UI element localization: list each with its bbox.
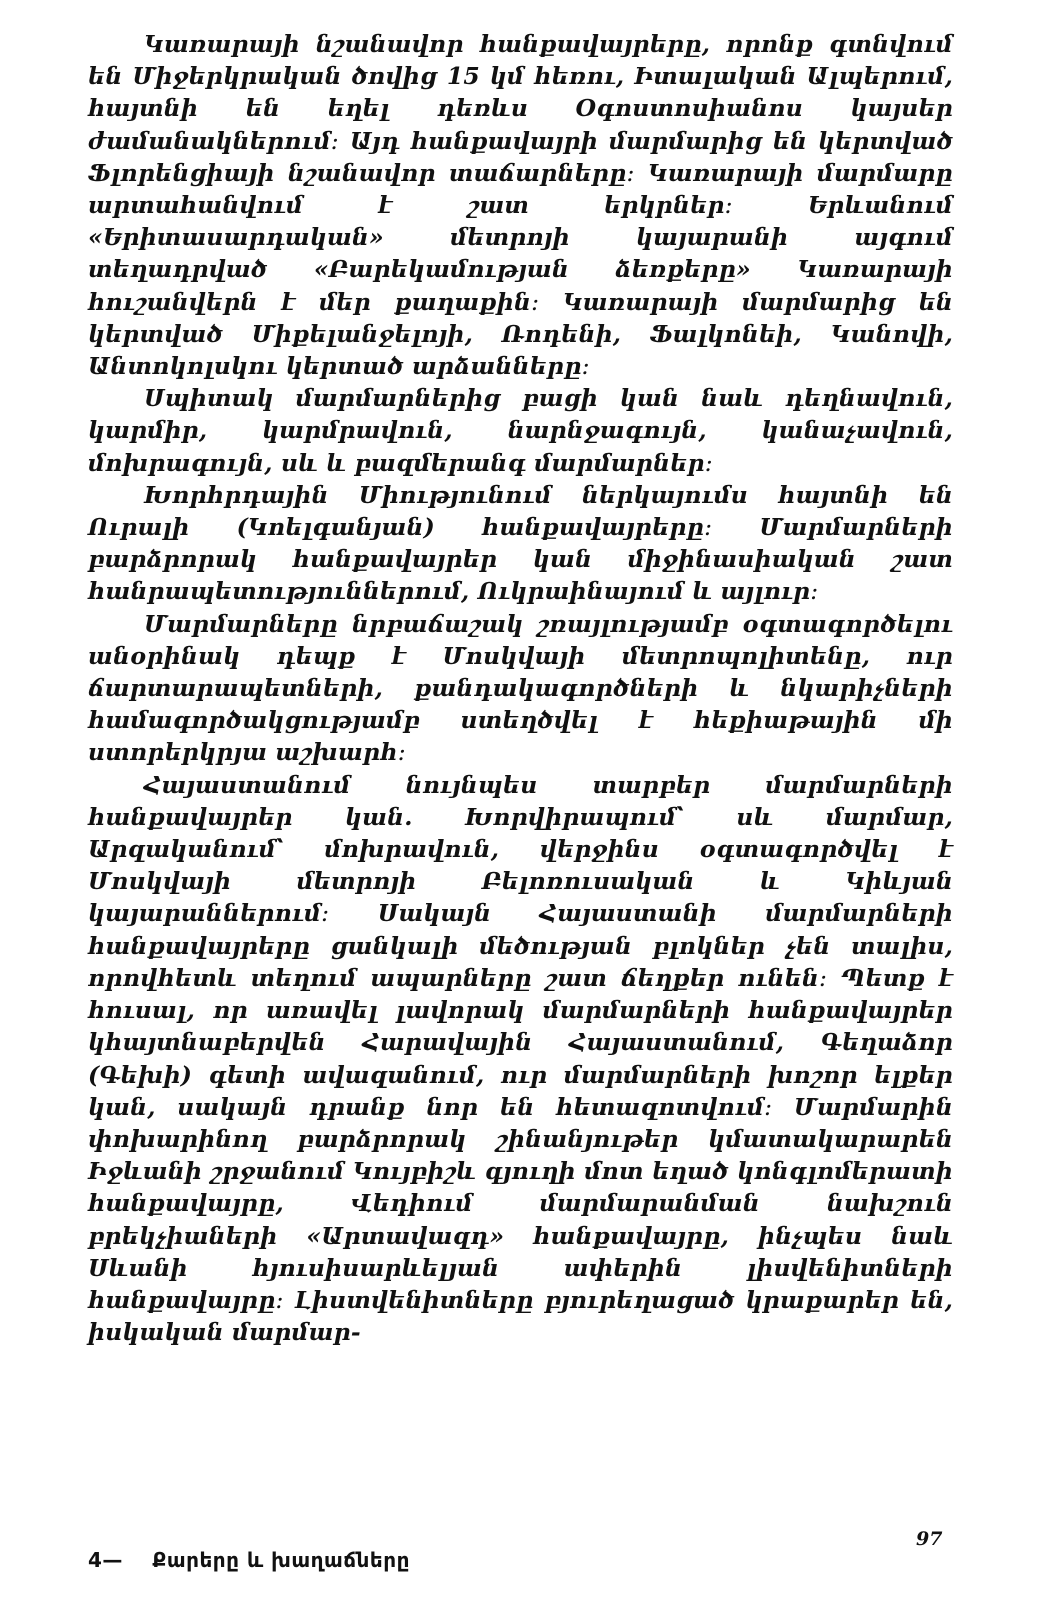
running-footer <box>88 1548 410 1572</box>
paragraph: Խորհրդային Միությունում ներկայումս հայտնի են Ուրալի (Կոելգանյան) հանքավայրերը։ Մարմարների բարձրորակ հանքավայրեր կան միջինասիական շատ հանրապետություններում, Ուկրաինայում և այլուր։ <box>88 480 953 606</box>
paragraph: Մարմարները նրբաճաշակ շռայլությամբ օգտագործելու անօրինակ դեպք է Մոսկվայի մետրոպոլիտենը, ուր ճարտարապետների, քանդակագործների և նկարիչների համագործակցությամբ ստեղծվել է հեքիաթային մի ստորերկրյա աշխարհ։ <box>88 609 953 767</box>
paragraph: Հայաստանում նույնպես տարբեր մարմարների հանքավայրեր կան. Խորվիրապում՝ սև մարմար, Արզականում՝ մոխրավուն, վերջինս օգտագործվել է Մոսկվայի մետրոյի Բելոռուսական և Կիևյան կայարաններում։ Սակայն Հայաստանի մարմարների հանքավայրերը ցանկալի մեծության բլոկներ չեն տալիս, որովհետև տեղում ապարները շատ ճեղքեր ունեն։ Պետք է հուսալ, որ առավել լավորակ մարմարների հանքավայրեր կհայտնաբերվեն Հարավային Հայաստանում, Գեղաձոր (Գեխի) գետի ավազանում, ուր մարմարների խոշոր ելքեր կան, սակայն դրանք նոր են հետազոտվում։ Մարմարին փոխարինող բարձրորակ շինանյութեր կմատակարարեն Իջևանի շրջանում Կույբիշև գյուղի մոտ եղած կոնգլոմերատի հանքավայրը, Վեդիում մարմարանման նախշուն բրեկչիաների «Արտավազդ» հանքավայրը, ինչպես նաև Սևանի հյուսիսարևելյան ափերին լիսվենիտների հանքավայրը։ Լիստվենիտները բյուրեղացած կրաքարեր են, իսկական մարմար- <box>88 770 953 1347</box>
body-text <box>88 28 953 1348</box>
chapter-number: 4— <box>88 1548 123 1572</box>
paragraph: Սպիտակ մարմարներից բացի կան նաև դեղնավուն, կարմիր, կարմրավուն, նարնջագույն, կանաչավուն, մոխրագույն, սև և բազմերանգ մարմարներ։ <box>88 384 953 477</box>
paragraph: Կառարայի նշանավոր հանքավայրերը, որոնք գտնվում են Միջերկրական ծովից 15 կմ հեռու, Իտալական Ալպերում, հայտնի են եղել դեռևս Օգոստոսիանոս կայսեր ժամանակներում։ Այդ հանքավայրի մարմարից են կերտված Ֆլորենցիայի նշանավոր տաճարները։ Կառարայի մարմարը արտահանվում է շատ երկրներ։ Երևանում «Երիտասարդական» մետրոյի կայարանի այգում տեղադրված «Բարեկամության ձեռքերը» Կառարայի հուշանվերն է մեր քաղաքին։ Կառարայի մարմարից են կերտված Միքելանջելոյի, Ռոդենի, Ֆալկոնեի, Կանովի, Անտոկոլսկու կերտած արձանները։ <box>88 30 953 381</box>
chapter-title: Քարերը և խաղաճները <box>152 1548 410 1572</box>
page-number: 97 <box>916 1528 943 1550</box>
